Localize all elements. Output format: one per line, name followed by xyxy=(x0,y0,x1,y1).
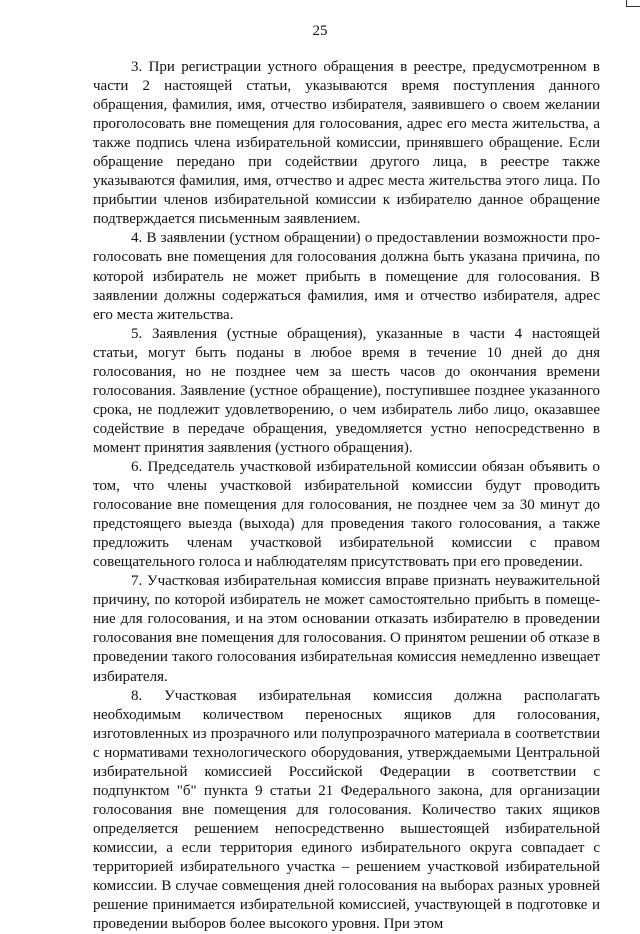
paragraph-8: 8. Участковая избирательная комиссия должна располагать необходимым количеством переносных ящиков для голосования, изготовленных из прозрачного или полупрозрачного материала в соответствии с нормативами технологического оборудования, утверждаемыми Центральной избирательной комиссией Российской Федерации в соответствии с подпунктом "б" пункта 9 статьи 21 Федерального закона, для организации голосования вне помещения для голосования. Количество таких ящиков определяется решением непосредственно вышестоящей избирательной комиссии, а если территория единого избирательного округа совпадает с территорией избирательного участка – решением участковой избирательной комиссии. В случае совмещения дней голосования на выборах разных уровней решение принимается избирательной комиссией, участвующей в подготовке и проведении выборов более высокого уровня. При этом xyxy=(93,687,600,933)
paragraph-6: 6. Председатель участковой избирательной комиссии обязан объявить о том, что члены участковой избирательной комиссии будут проводить голосование вне помещения для голосования, не позднее чем за 30 минут до предстоящего выезда (выхода) для проведения такого голосования, а также предложить членам участковой избирательной комиссии с правом совещательного голоса и наблюдателям присутствовать при его проведении. xyxy=(93,458,600,571)
document-body xyxy=(93,58,600,934)
paragraph-5: 5. Заявления (устные обращения), указанные в части 4 настоящей статьи, могут быть поданы в любое время в течение 10 дней до дня голосования, но не позднее чем за шесть часов до окончания времени голосования. Заявление (устное обращение), поступившее позднее указанного срока, не подлежит удовлетворению, о чем избиратель либо лицо, оказавшее содействие в передаче обращения, уведомляется устно непосредственно в момент принятия заявления (устного обращения). xyxy=(93,325,600,456)
paragraph-3: 3. При регистрации устного обращения в реестре, предусмотренном в части 2 настоящей статьи, указываются время поступления данного обращения, фамилия, имя, отчество избирателя, заявившего о своем желании проголосовать вне помещения для голосования, адрес его места жительства, а также подпись члена избирательной комиссии, принявшего обращение. Если обращение передано при содействии другого лица, в реестре также указываются фамилия, имя, отчество и адрес места жительства этого лица. По прибытии членов избирательной комиссии к избирателю данное обращение подтверждается письменным заявлением. xyxy=(93,59,600,228)
paragraph-4: 4. В заявлении (устном обращении) о предоставлении возможности проголосовать вне помещения для голосования должна быть указана причина, по которой избиратель не может прибыть в помещение для голосования. В заявлении должны содержаться фамилия, имя и отчество избирателя, адрес его места жительства. xyxy=(93,230,600,323)
page-number: 25 xyxy=(312,23,328,39)
page-corner-mark xyxy=(626,0,640,7)
paragraph-7: 7. Участковая избирательная комиссия вправе признать неуважительной причину, по которой избиратель не может самостоятельно прибыть в помещение для голосования, и на этом основании отказать избирателю в проведении голосования вне помещения для голосования. О принятом решении об отказе в проведении такого голосования избирательная комиссия немедленно извещает избирателя. xyxy=(93,573,600,685)
